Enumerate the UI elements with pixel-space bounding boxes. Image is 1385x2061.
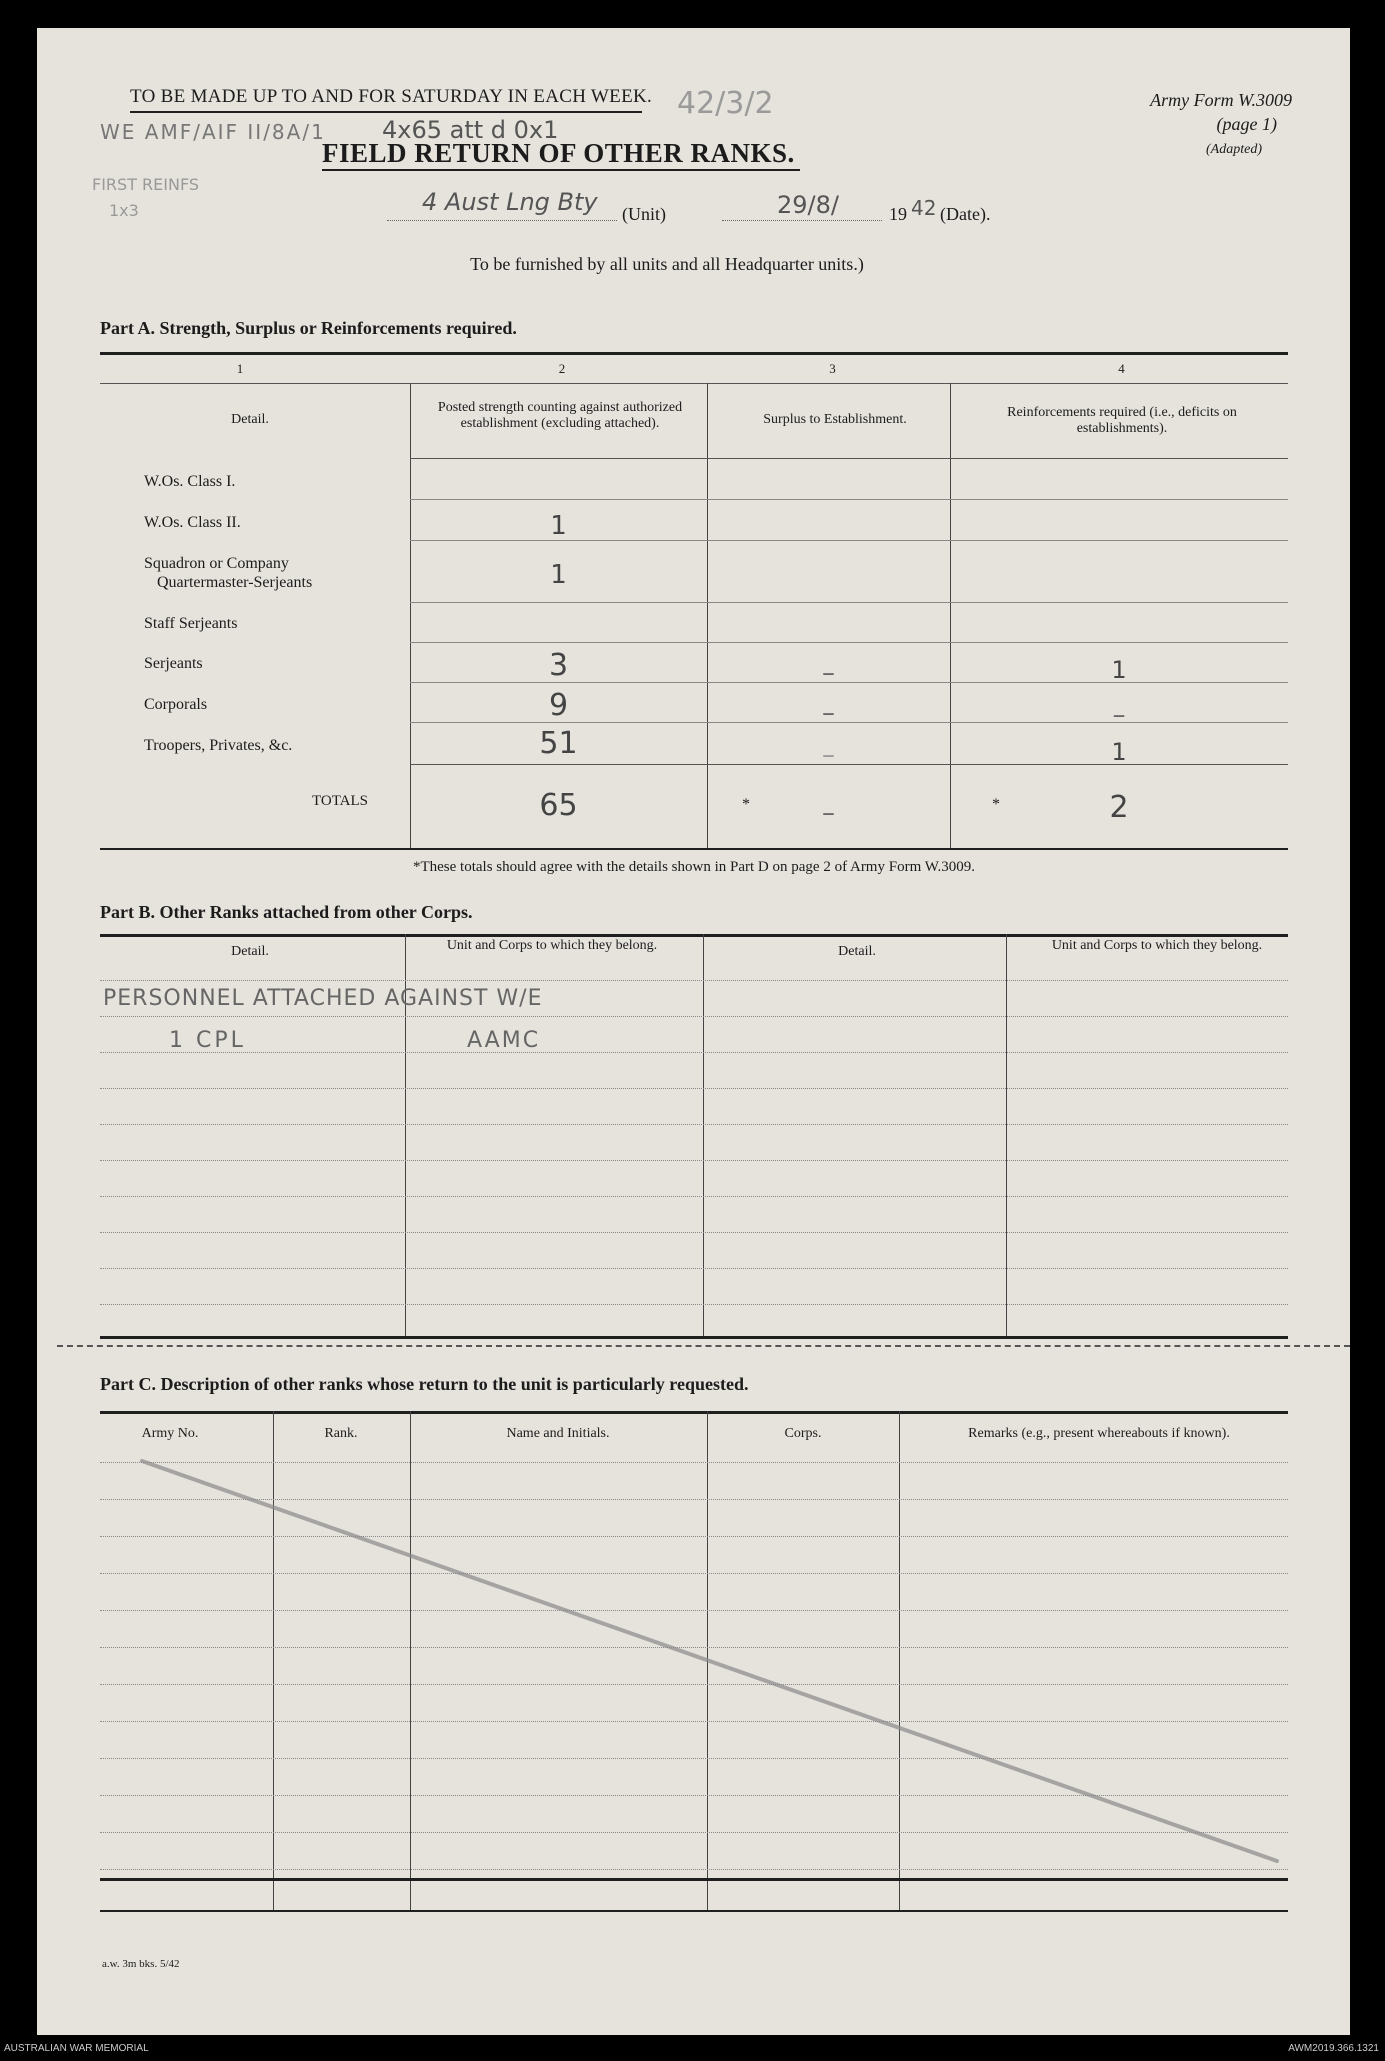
surplus-troopers: –: [822, 740, 835, 770]
form-reference-text: Army Form W.3009: [1150, 90, 1292, 110]
handwritten-first-reinfs-count: 1x3: [109, 201, 139, 220]
surplus-serjeants: –: [822, 658, 835, 688]
reinf-serjeants: 1: [1111, 656, 1127, 684]
date-label: (Date).: [940, 204, 991, 224]
handwritten-first-reinfs: FIRST REINFS: [92, 175, 200, 194]
handwritten-corps-aamc: AAMC: [467, 1028, 541, 1053]
part-b-col-corps-1: Unit and Corps to which they belong.: [446, 938, 658, 953]
part-c-col-army-no: Army No.: [141, 1426, 199, 1441]
part-c-col-rank: Rank.: [324, 1426, 358, 1441]
part-c-heading: Part C. Description of other ranks whose return to the unit is particularly requested.: [100, 1374, 749, 1394]
surplus-total: –: [822, 798, 835, 828]
part-b-col-detail-1: Detail.: [231, 944, 269, 959]
col-number-4: 4: [1118, 361, 1125, 376]
posted-corporals: 9: [548, 688, 569, 723]
reinf-total: 2: [1109, 790, 1129, 825]
part-b-col-detail-2: Detail.: [838, 944, 876, 959]
col-number-1: 1: [236, 361, 244, 376]
archive-caption-left: AUSTRALIAN WAR MEMORIAL: [4, 2043, 149, 2054]
handwritten-unit: 4 Aust Lng Bty: [422, 188, 598, 216]
part-a-footnote: *These totals should agree with the details shown in Part D on page 2 of Army Form W.3009.: [412, 859, 975, 875]
part-c-col-remarks: Remarks (e.g., present whereabouts if known).: [968, 1426, 1230, 1441]
strike-through-mark: [37, 28, 1350, 2035]
year-prefix: 19: [889, 204, 907, 224]
part-b-col-corps-2: Unit and Corps to which they belong.: [1051, 938, 1263, 953]
posted-cqms: 1: [550, 560, 567, 590]
form-title: FIELD RETURN OF OTHER RANKS.: [322, 138, 795, 168]
handwritten-detail-cpl: 1 CPL: [169, 1028, 246, 1053]
surplus-corporals: –: [822, 698, 835, 728]
row-label-troopers: Troopers, Privates, &c.: [144, 737, 293, 754]
handwritten-we-line: WE AMF/AIF II/8A/1: [100, 120, 326, 144]
reinf-total-mark: *: [992, 796, 1000, 813]
reinf-troopers: 1: [1111, 738, 1127, 766]
handwritten-date: 29/8/: [777, 191, 839, 219]
posted-total: 65: [539, 788, 578, 823]
instruction-line: TO BE MADE UP TO AND FOR SATURDAY IN EACH WEEK.: [130, 86, 653, 107]
surplus-total-mark: *: [742, 796, 750, 813]
col-number-2: 2: [558, 361, 566, 376]
part-a-col-reinf: Reinforcements required (i.e., deficits on establishments).: [1007, 405, 1237, 436]
posted-serjeants: 3: [548, 648, 569, 683]
row-label-totals: TOTALS: [312, 793, 369, 809]
part-a-col-posted: Posted strength counting against authorized establishment (excluding attached).: [437, 400, 683, 431]
handwritten-year: 42: [911, 196, 937, 220]
part-b-heading: Part B. Other Ranks attached from other Corps.: [100, 902, 473, 922]
part-a-heading: Part A. Strength, Surplus or Reinforcements required.: [100, 318, 517, 338]
archive-caption-right: AWM2019.366.1321: [1288, 2043, 1379, 2054]
part-a-col-detail: Detail.: [231, 412, 269, 427]
row-label-cqms: Squadron or Company: [144, 555, 289, 572]
part-c-col-name: Name and Initials.: [506, 1426, 610, 1441]
part-c-col-corps: Corps.: [784, 1426, 822, 1441]
handwritten-ref-number: 42/3/2: [677, 86, 774, 121]
row-label-staff-serjeants: Staff Serjeants: [144, 615, 238, 632]
print-code: a.w. 3m bks. 5/42: [102, 1958, 180, 1970]
row-label-wo-class-2: W.Os. Class II.: [144, 514, 241, 531]
unit-label: (Unit): [622, 204, 666, 224]
subtitle: To be furnished by all units and all Headquarter units.): [470, 254, 864, 274]
row-label-corporals: Corporals: [144, 696, 208, 713]
part-a-col-surplus: Surplus to Establishment.: [763, 412, 907, 427]
reinf-corporals: –: [1112, 700, 1126, 730]
posted-troopers: 51: [539, 726, 578, 761]
row-label-cqms-2: Quartermaster-Serjeants: [157, 574, 313, 591]
form-page: [37, 28, 1350, 2035]
row-label-wo-class-1: W.Os. Class I.: [144, 473, 236, 490]
page-number: (page 1): [1216, 114, 1277, 134]
posted-wo-class-2: 1: [550, 511, 567, 541]
handwritten-attached-note: PERSONNEL ATTACHED AGAINST W/E: [103, 986, 543, 1011]
row-label-serjeants: Serjeants: [144, 655, 203, 672]
handwritten-establishment: 4x65 att d 0x1: [382, 116, 559, 144]
adapted-note: (Adapted): [1206, 142, 1262, 157]
col-number-3: 3: [829, 361, 836, 376]
